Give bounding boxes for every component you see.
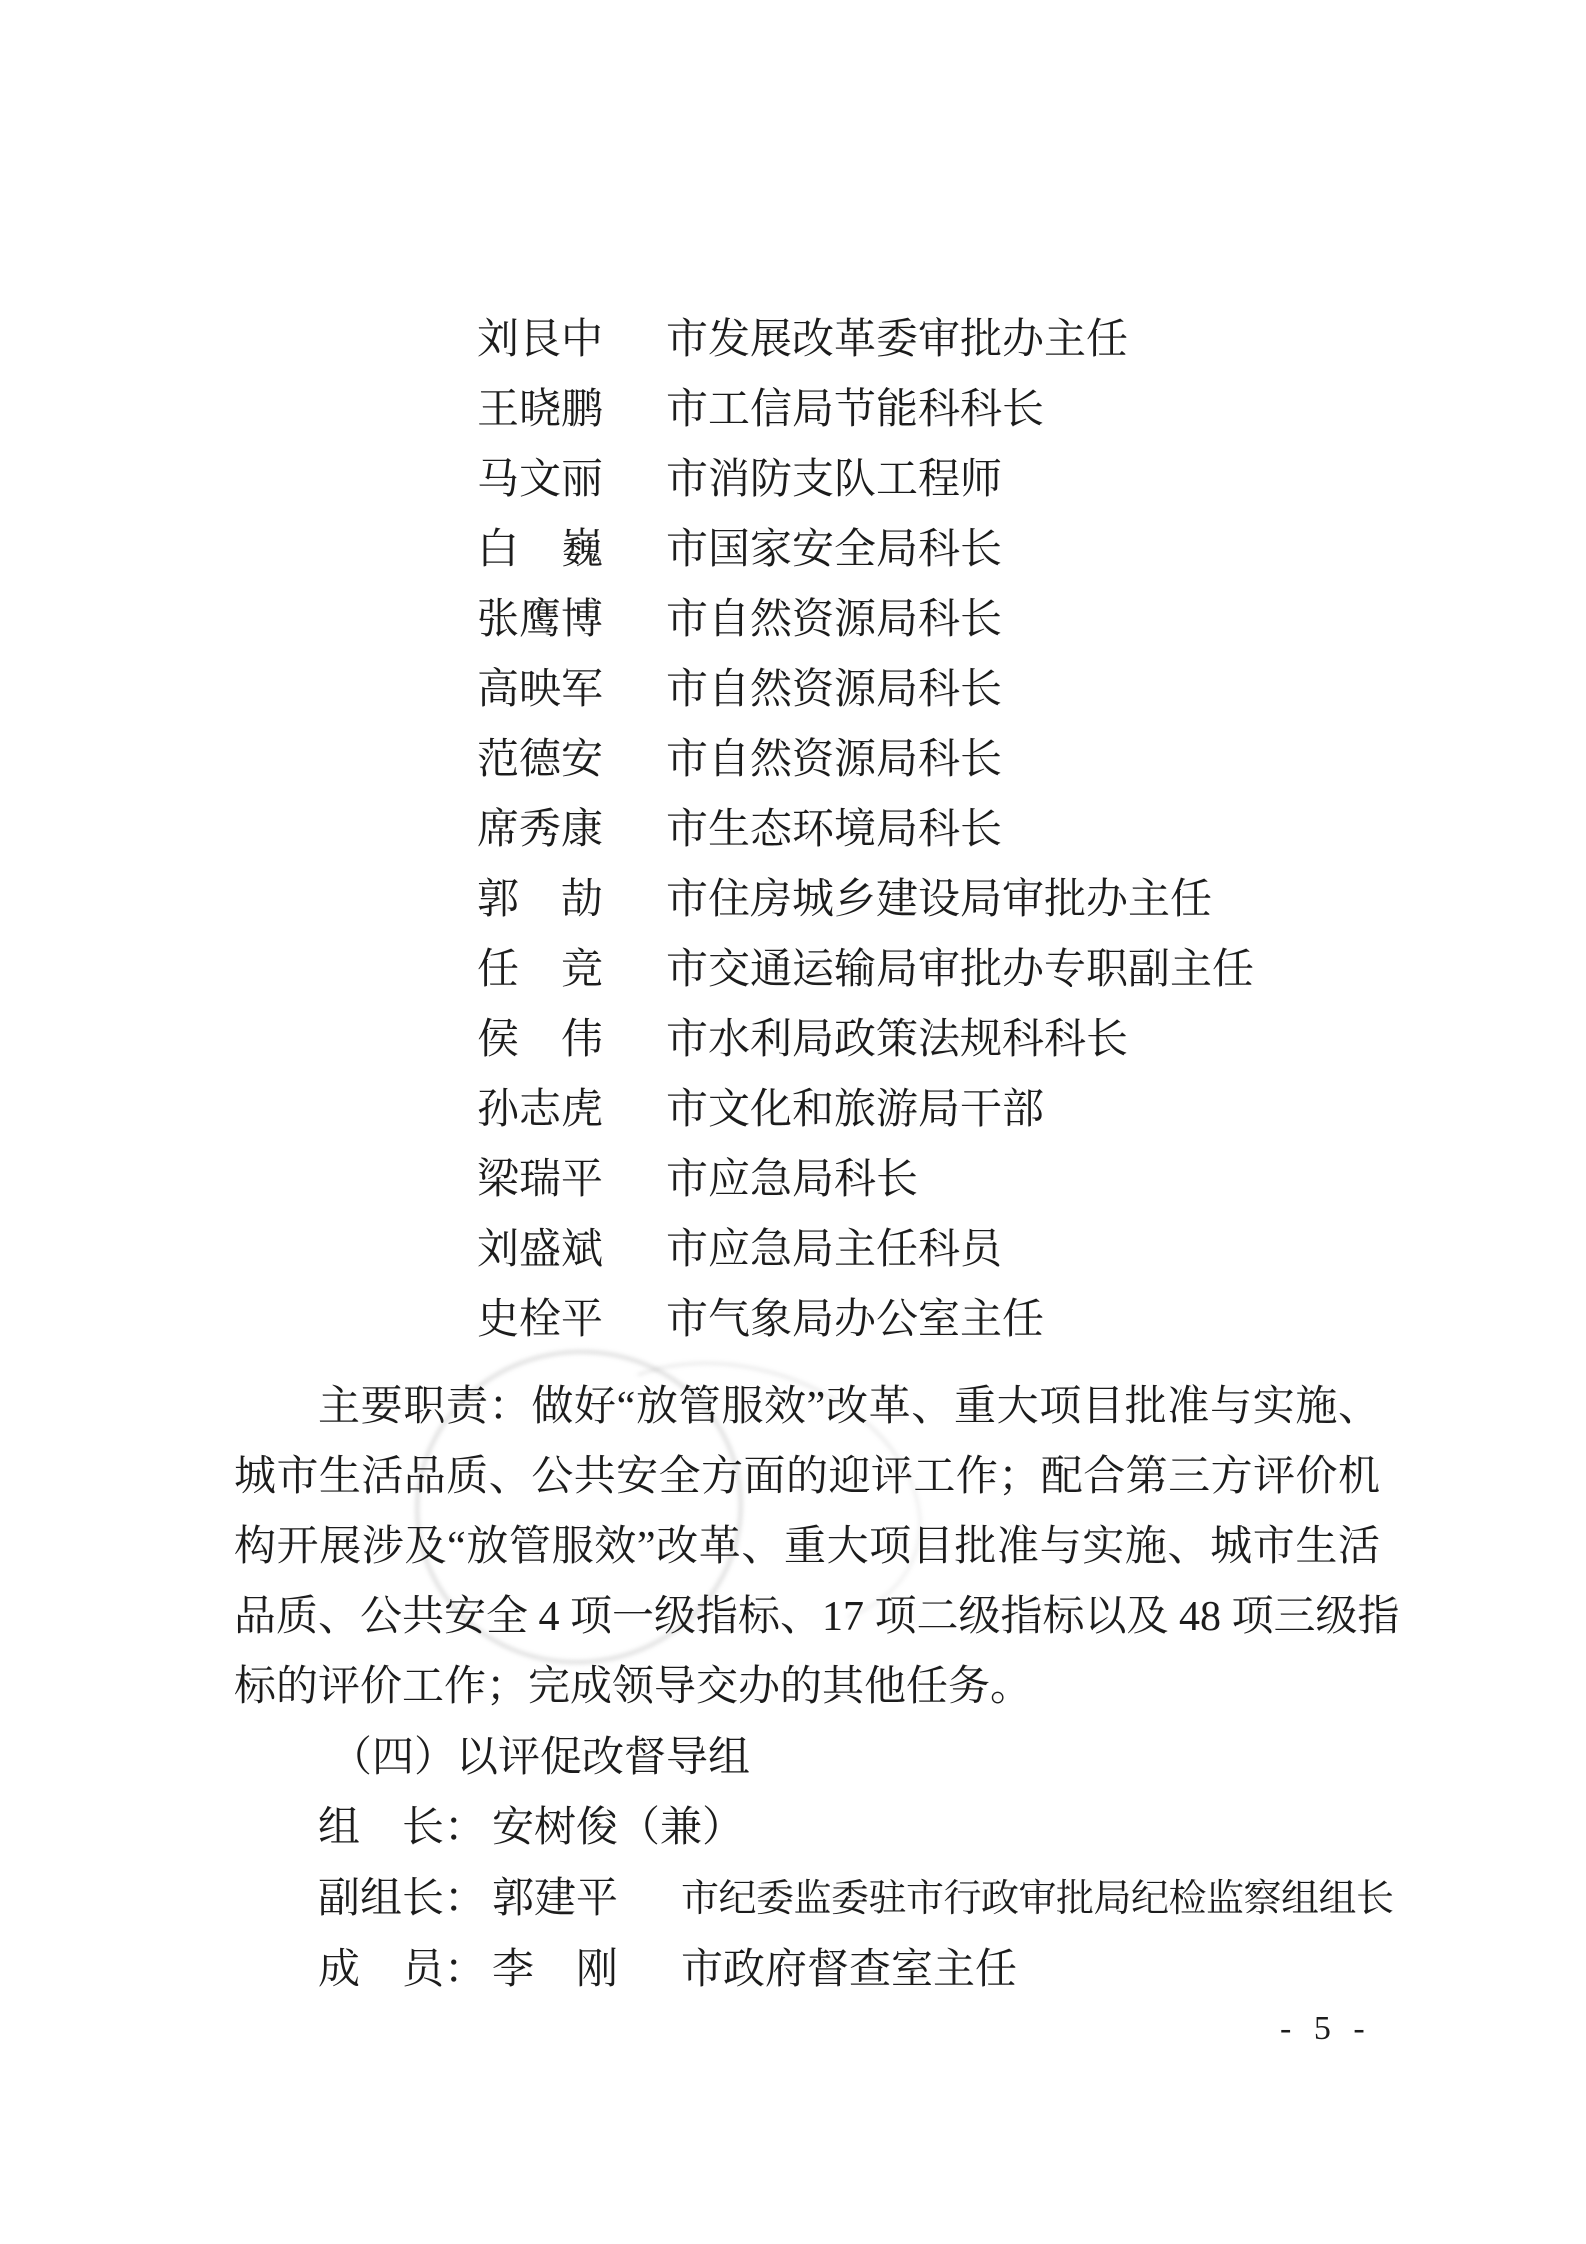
paragraph-line: 主要职责：做好“放管服效”改革、重大项目批准与实施、 bbox=[318, 1384, 1380, 1430]
member-name: 王晓鹏 bbox=[477, 387, 604, 433]
member-name: 史栓平 bbox=[477, 1297, 604, 1343]
member-name: 马文丽 bbox=[477, 457, 604, 503]
member-row bbox=[477, 795, 1254, 865]
member-row bbox=[477, 375, 1254, 445]
member-title: 市交通运输局审批办专职副主任 bbox=[666, 947, 1255, 993]
member-title: 市消防支队工程师 bbox=[666, 457, 1003, 503]
group-row bbox=[318, 1935, 1394, 2006]
member-title: 市气象局办公室主任 bbox=[666, 1297, 1045, 1343]
duties-paragraph bbox=[234, 1372, 1400, 1722]
member-list bbox=[477, 305, 1254, 1355]
member-title: 市自然资源局科长 bbox=[666, 737, 1003, 783]
member-row bbox=[477, 865, 1254, 935]
member-name: 刘艮中 bbox=[477, 317, 604, 363]
member-title: 市自然资源局科长 bbox=[666, 667, 1003, 713]
group-row-name: 郭建平 bbox=[492, 1876, 619, 1922]
group-row-name: 李 刚 bbox=[492, 1947, 619, 1993]
member-title: 市应急局科长 bbox=[666, 1157, 919, 1203]
member-name: 任 竞 bbox=[477, 947, 604, 993]
member-name: 梁瑞平 bbox=[477, 1157, 604, 1203]
member-row bbox=[477, 515, 1254, 585]
member-name: 刘盛斌 bbox=[477, 1227, 604, 1273]
member-title: 市应急局主任科员 bbox=[666, 1227, 1003, 1273]
member-name: 郭 劼 bbox=[477, 877, 604, 923]
member-title: 市工信局节能科科长 bbox=[666, 387, 1045, 433]
member-title: 市国家安全局科长 bbox=[666, 527, 1003, 573]
paragraph-line: 城市生活品质、公共安全方面的迎评工作；配合第三方评价机 bbox=[234, 1454, 1380, 1500]
member-title: 市水利局政策法规科科长 bbox=[666, 1017, 1129, 1063]
member-name: 高映军 bbox=[477, 667, 604, 713]
group-row bbox=[318, 1864, 1394, 1935]
group-row-label: 副组长： bbox=[318, 1876, 487, 1922]
member-row bbox=[477, 935, 1254, 1005]
member-title: 市住房城乡建设局审批办主任 bbox=[666, 877, 1213, 923]
member-name: 白 巍 bbox=[477, 527, 604, 573]
page-number: - 5 - bbox=[1280, 2010, 1372, 2047]
member-row bbox=[477, 1285, 1254, 1355]
member-name: 席秀康 bbox=[477, 807, 604, 853]
member-row bbox=[477, 1005, 1254, 1075]
member-title: 市生态环境局科长 bbox=[666, 807, 1003, 853]
member-name: 张鹰博 bbox=[477, 597, 604, 643]
member-title: 市文化和旅游局干部 bbox=[666, 1087, 1045, 1133]
group-row-title: 市政府督查室主任 bbox=[681, 1947, 1018, 1993]
member-row bbox=[477, 1145, 1254, 1215]
group-row-label: 成 员： bbox=[318, 1947, 487, 1993]
member-row bbox=[477, 655, 1254, 725]
group-rows bbox=[318, 1793, 1394, 2006]
member-row bbox=[477, 445, 1254, 515]
paragraph-line: 标的评价工作；完成领导交办的其他任务。 bbox=[234, 1664, 1033, 1710]
member-title: 市自然资源局科长 bbox=[666, 597, 1003, 643]
member-name: 孙志虎 bbox=[477, 1087, 604, 1133]
member-row bbox=[477, 1075, 1254, 1145]
member-row bbox=[477, 305, 1254, 375]
member-row bbox=[477, 585, 1254, 655]
group-row-name: 安树俊（兼） bbox=[492, 1805, 745, 1851]
group-row bbox=[318, 1793, 1394, 1864]
section-heading: （四）以评促改督导组 bbox=[330, 1735, 751, 1781]
member-title: 市发展改革委审批办主任 bbox=[666, 317, 1129, 363]
paragraph-line: 构开展涉及“放管服效”改革、重大项目批准与实施、城市生活 bbox=[234, 1524, 1380, 1570]
member-name: 侯 伟 bbox=[477, 1017, 604, 1063]
paragraph-line: 品质、公共安全 4 项一级指标、17 项二级指标以及 48 项三级指 bbox=[234, 1594, 1400, 1640]
member-name: 范德安 bbox=[477, 737, 604, 783]
member-row bbox=[477, 1215, 1254, 1285]
member-row bbox=[477, 725, 1254, 795]
group-row-title: 市纪委监委驻市行政审批局纪检监察组组长 bbox=[681, 1878, 1394, 1920]
group-row-label: 组 长： bbox=[318, 1805, 487, 1851]
